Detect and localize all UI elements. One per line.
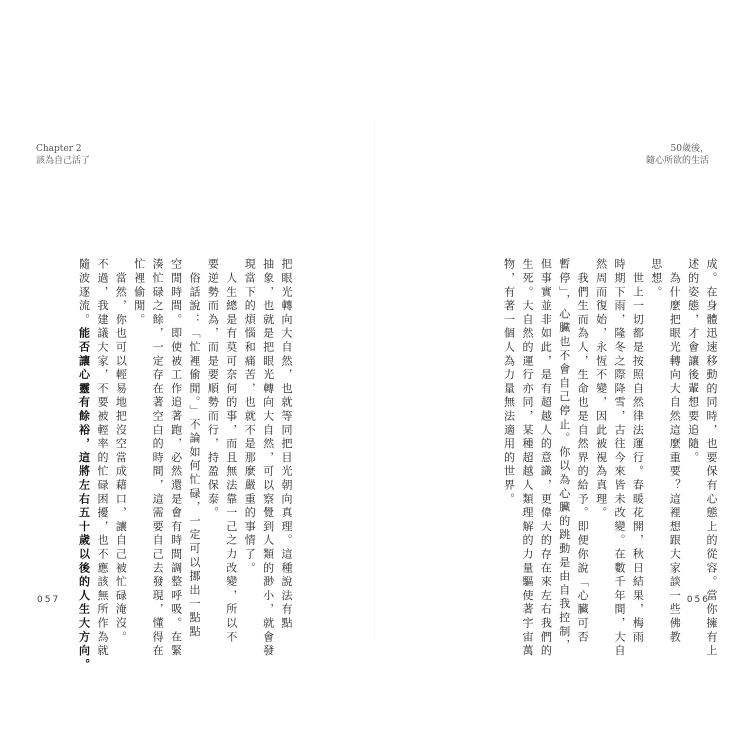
text-column: 時期下雨，隆冬之際降雪，古往今來皆未改變。在數千年間，大自	[612, 258, 626, 659]
text-column: 成。在身體迅速移動的同時，也要保有心態上的從容。當你擁有上	[705, 258, 718, 659]
text-column: 但事實並非如此，是有超越人的意識，更偉大的存在來左右我們的	[539, 258, 553, 659]
text-column: 世上一切都是按照自然律法運行。春暖花開，秋日結果，梅雨	[631, 258, 645, 645]
text-column-last	[74, 258, 92, 672]
body-text-left	[74, 258, 295, 672]
text-column: 生死。大自然的運行亦同，某種超越人類理解的力量驅使著宇宙萬	[520, 258, 534, 659]
text-column: 要逆勢而為，而是要順勢而行，持盈保泰。	[206, 258, 220, 521]
text-column: 抽象，也就是把眼光轉向大自然，可以察覺到人類的渺小，就會發	[261, 258, 275, 659]
text-column: 現當下的煩惱和痛苦，也就不是那麼嚴重的事情了。	[243, 258, 257, 576]
right-page	[375, 0, 750, 750]
page-number-right: 056	[686, 595, 710, 605]
book-subtitle: 隨心所欲的生活	[645, 156, 709, 166]
bold-emphasis: 能否讓心靈有餘裕，這將左右五十歲以後的人生大方向。	[77, 327, 91, 672]
page-number-left: 057	[37, 595, 61, 605]
text-column: 然周而復始，永恆不變，因此被視為真理。	[594, 258, 608, 521]
text-column: 思想。	[649, 258, 663, 300]
text-column: 人生總是有莫可奈何的事，而且無法靠一己之力改變，所以不	[224, 258, 238, 645]
running-header-left	[36, 143, 90, 167]
text-column: 為什麼把眼光轉向大自然這麼重要？這裡想跟大家談一些佛教	[668, 258, 682, 645]
chapter-label: Chapter 2	[36, 144, 82, 154]
text-column: 述的姿態，才會讓後輩想要追隨。	[686, 258, 700, 465]
text-column: 把眼光轉向大自然，也就等同把目光朝向真理。這種說法有點	[280, 258, 293, 631]
text-column: 我們生而為人，生命也是自然界的給予。即便你說「心臟可否	[576, 258, 590, 645]
text-column: 暫停」，心臟也不會自己停止。你以為心臟的跳動是由自我控制，	[557, 258, 571, 653]
text-run: 隨波逐流。	[77, 258, 91, 327]
text-column: 湊忙碌之餘，一定存在著空白的時間，這需要自己去發現，懂得在	[151, 258, 165, 659]
text-column: 當然，你也可以輕易地把沒空當成藉口，讓自己被忙碌淹沒。	[114, 258, 128, 645]
running-header-right	[646, 143, 709, 167]
text-column: 不過，我建議大家，不要被輕率的忙碌困擾，也不應該無所作為就	[95, 258, 109, 659]
text-column: 忙裡偷閒。	[132, 258, 146, 327]
text-column: 空閒時間。即使被工作追著跑，必然還是會有時間調整呼吸。在緊	[169, 258, 183, 659]
chapter-title: 該為自己活了	[36, 156, 91, 166]
text-column: 俗話說：「忙裡偷閒。」不論如何忙碌，一定可以挪出一點點	[187, 258, 201, 639]
book-title-label: 50歲後，	[670, 144, 709, 154]
text-column: 物，有著一個人為力量無法適用的世界。	[502, 258, 516, 507]
